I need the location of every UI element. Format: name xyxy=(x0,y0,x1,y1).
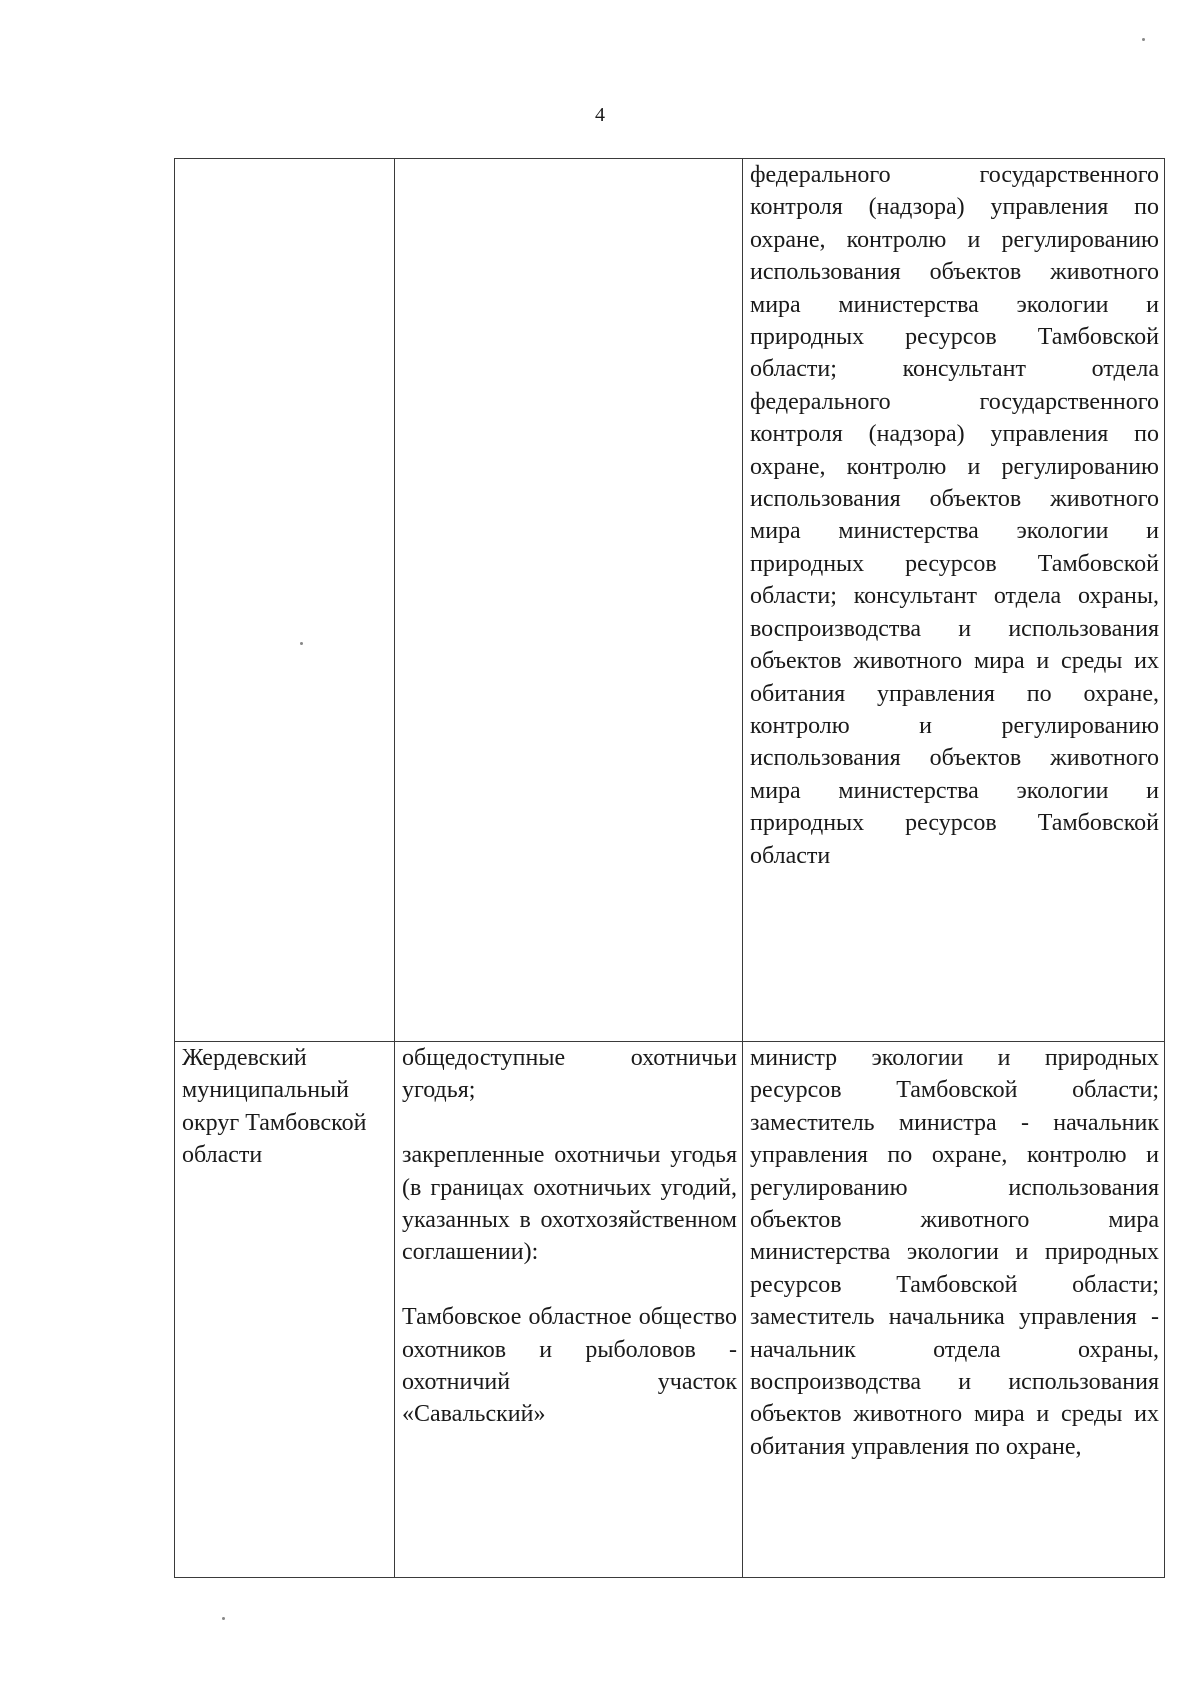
officials-text: федерального государственного контроля (надзора) управления по охране, контролю и регулированию использования объектов животного мира министерства экологии и природных ресурсов Тамбовской области; консультант отдела федерального государственного контроля (надзора) управления по охране, контролю и регулированию использования объектов животного мира министерства экологии и природных ресурсов Тамбовской области; консультант отдела охраны, воспроизводства и использования объектов животного мира и среды их обитания управления по охране, контролю и регулированию использования объектов животного мира министерства экологии и природных ресурсов Тамбовской области xyxy=(750,162,1159,869)
scan-speck xyxy=(1142,38,1145,41)
officials-cell xyxy=(743,159,1165,1042)
region-cell xyxy=(175,159,395,1042)
officials-cell xyxy=(743,1042,1165,1578)
grounds-assigned: закрепленные охотничьи угодья (в границах охотничьих угодий, указанных в охотхозяйственном соглашении): xyxy=(402,1142,737,1266)
grounds-public: общедоступные охотничьи угодья; xyxy=(402,1045,737,1104)
region-name: Жердевский муниципальный округ Тамбовской области xyxy=(182,1045,367,1169)
hunting-grounds-table xyxy=(174,158,1165,1578)
officials-text: министр экологии и природных ресурсов Тамбовской области; заместитель министра - начальник управления по охране, контролю и регулированию использования объектов животного мира министерства экологии и природных ресурсов Тамбовской области; заместитель начальника управления - начальник отдела охраны, воспроизводства и использования объектов животного мира и среды их обитания управления по охране, xyxy=(750,1045,1159,1460)
table-row xyxy=(175,159,1165,1042)
page-number: 4 xyxy=(595,104,605,126)
grounds-cell xyxy=(395,159,743,1042)
table-row xyxy=(175,1042,1165,1578)
grounds-society: Тамбовское областное общество охотников и рыболовов - охотничий участок «Савальский» xyxy=(402,1304,737,1428)
scan-speck xyxy=(300,642,303,645)
grounds-cell xyxy=(395,1042,743,1578)
region-cell xyxy=(175,1042,395,1578)
scan-speck xyxy=(222,1617,225,1620)
